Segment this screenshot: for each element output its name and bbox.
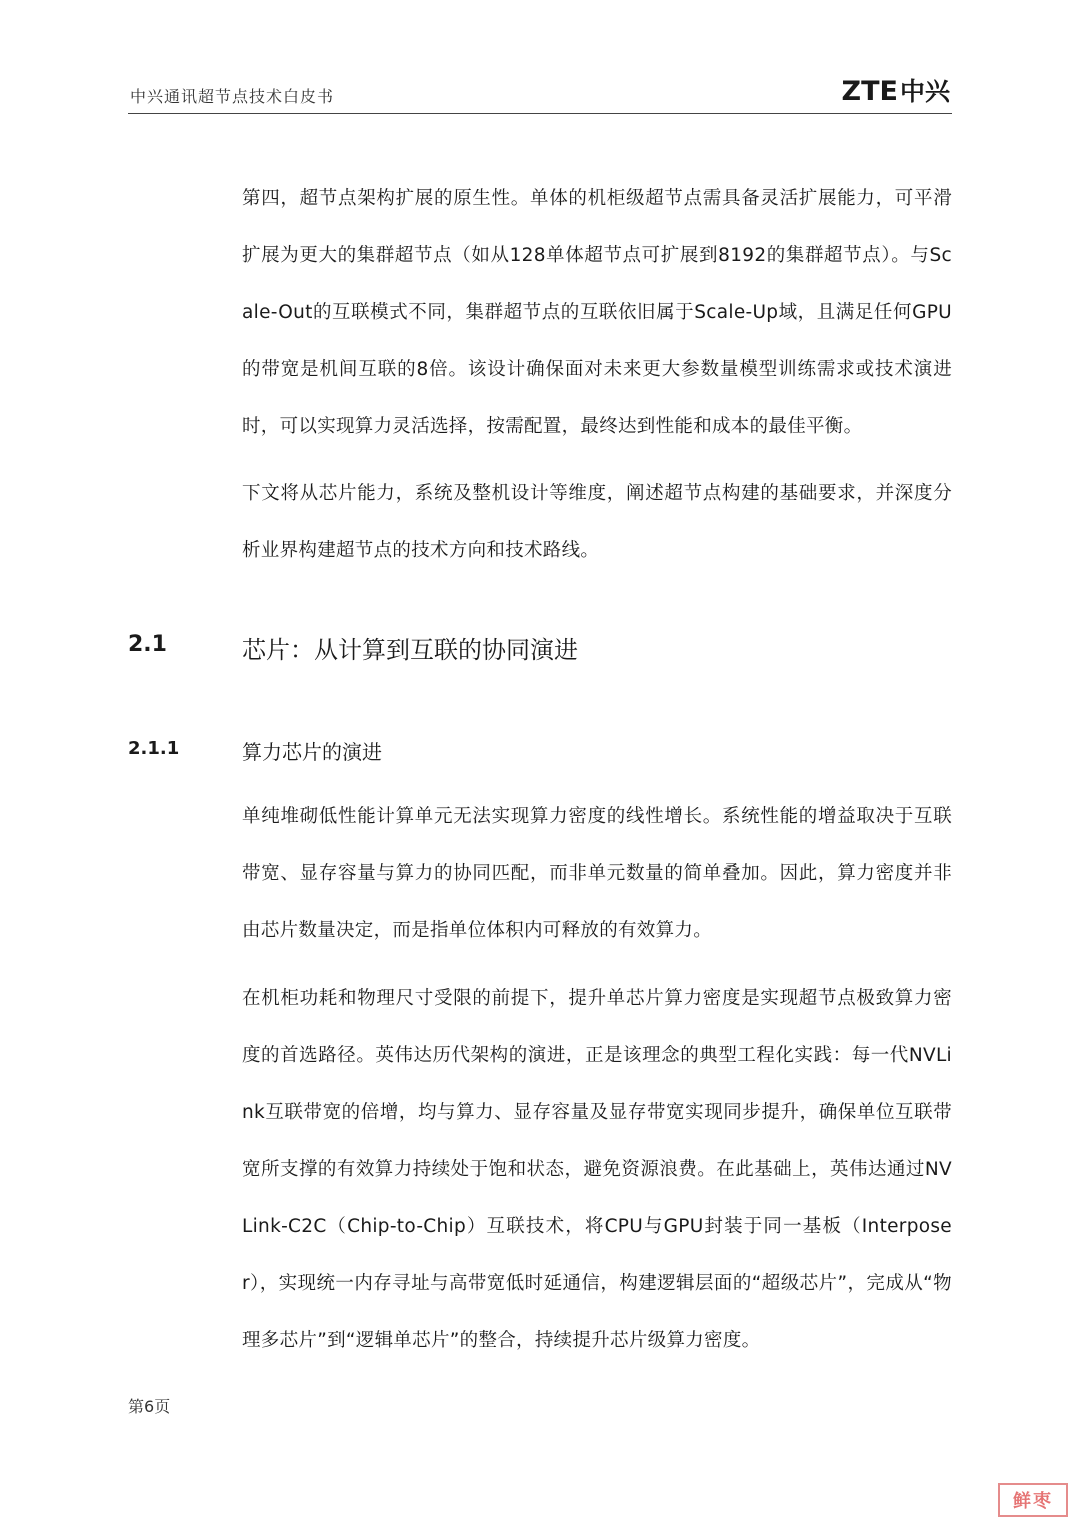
header-divider [128,113,952,114]
subsection-title: 算力芯片的演进 [242,740,382,764]
page-footer [128,1394,170,1417]
paragraph-compute-density: 单纯堆砌低性能计算单元无法实现算力密度的线性增长。系统性能的增益取决于互联带宽、显存容量与算力的协同匹配，而非单元数量的简单叠加。因此，算力密度并非由芯片数量决定，而是指单位体积内可释放的有效算力。 [242,806,952,941]
zte-logo [842,72,950,108]
section-title: 芯片：从计算到互联的协同演进 [242,636,578,664]
page-header-title: 中兴通讯超节点技术白皮书 [130,87,335,106]
page-suffix: 页 [154,1397,171,1416]
page-prefix: 第 [128,1397,145,1416]
page-number: 6 [144,1397,155,1416]
subsection-number: 2.1.1 [128,738,180,759]
watermark-stamp: 鲜枣 [998,1483,1068,1517]
paragraph-intro: 下文将从芯片能力，系统及整机设计等维度，阐述超节点构建的基础要求，并深度分析业界构建超节点的技术方向和技术路线。 [242,483,952,561]
section-number: 2.1 [128,632,167,657]
paragraph-nvidia-evolution: 在机柜功耗和物理尺寸受限的前提下，提升单芯片算力密度是实现超节点极致算力密度的首选路径。英伟达历代架构的演进，正是该理念的典型工程化实践：每一代NVLink互联带宽的倍增，均与算力、显存容量及显存带宽实现同步提升，确保单位互联带宽所支撑的有效算力持续处于饱和状态，避免资源浪费。在此基础上，英伟达通过NVLink-C2C（Chip-to-Chip）互联技术，将CPU与GPU封装于同一基板（Interposer），实现统一内存寻址与高带宽低时延通信，构建逻辑层面的“超级芯片”，完成从“物理多芯片”到“逻辑单芯片”的整合，持续提升芯片级算力密度。 [242,988,952,1351]
logo-text: ZTE [841,76,898,107]
logo-cn-text: 中兴 [899,77,950,106]
paragraph-fourth-point: 第四，超节点架构扩展的原生性。单体的机柜级超节点需具备灵活扩展能力，可平滑扩展为更大的集群超节点（如从128单体超节点可扩展到8192的集群超节点）。与Scale-Out的互联模式不同，集群超节点的互联依旧属于Scale-Up域，且满足任何GPU的带宽是机间互联的8倍。该设计确保面对未来更大参数量模型训练需求或技术演进时，可以实现算力灵活选择，按需配置，最终达到性能和成本的最佳平衡。 [242,188,952,437]
